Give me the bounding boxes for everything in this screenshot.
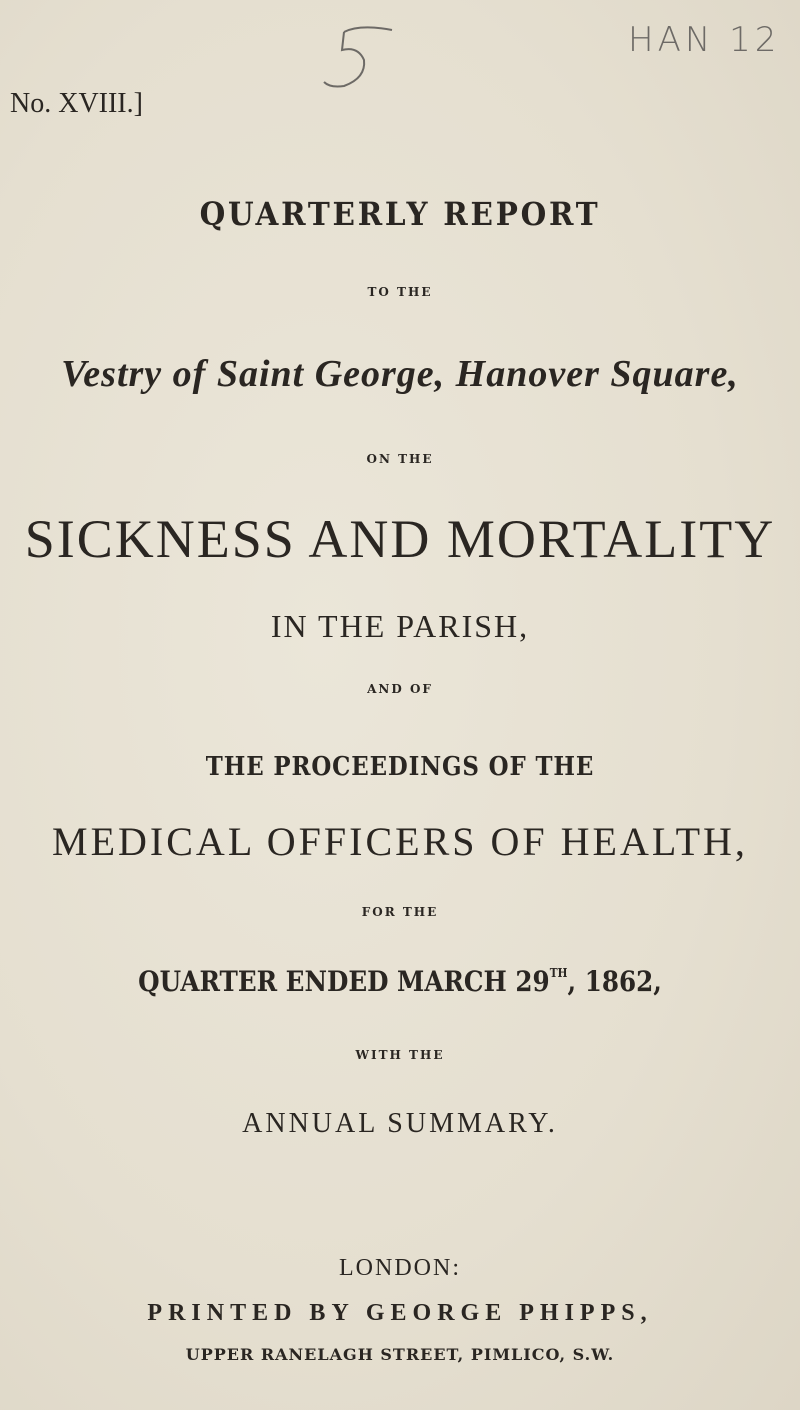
parish-line: IN THE PARISH, (270, 608, 530, 644)
annual-summary-line: ANNUAL SUMMARY. (242, 1108, 558, 1139)
quarter-ended-line (48, 965, 752, 998)
imprint-address: UPPER RANELAGH STREET, PIMLICO, S.W. (185, 1345, 615, 1364)
connector-on-the: ON THE (366, 452, 434, 466)
connector-and-of: AND OF (367, 682, 433, 696)
connector-with-the: WITH THE (355, 1048, 445, 1062)
report-number: No. XVIII.] (10, 88, 143, 119)
officers-heading: MEDICAL OFFICERS OF HEALTH, (52, 819, 748, 864)
handwritten-folio-mark (308, 10, 398, 100)
handwritten-archive-ref: HAN 12 (628, 20, 781, 60)
subject-heading: SICKNESS AND MORTALITY (24, 509, 776, 569)
report-title: QUARTERLY REPORT (199, 195, 601, 233)
connector-for-the: FOR THE (361, 905, 439, 919)
imprint-city: LONDON: (339, 1255, 461, 1281)
connector-to-the: TO THE (367, 285, 433, 299)
imprint-printer: PRINTED BY GEORGE PHIPPS, (147, 1300, 653, 1326)
quarter-ended-suffix: , 1862, (567, 965, 662, 998)
quarter-ended-prefix: QUARTER ENDED MARCH 29 (138, 965, 550, 998)
vestry-heading: Vestry of Saint George, Hanover Square, (61, 353, 739, 395)
quarter-ended-ordinal: TH (549, 966, 568, 980)
proceedings-line: THE PROCEEDINGS OF THE (205, 752, 595, 782)
